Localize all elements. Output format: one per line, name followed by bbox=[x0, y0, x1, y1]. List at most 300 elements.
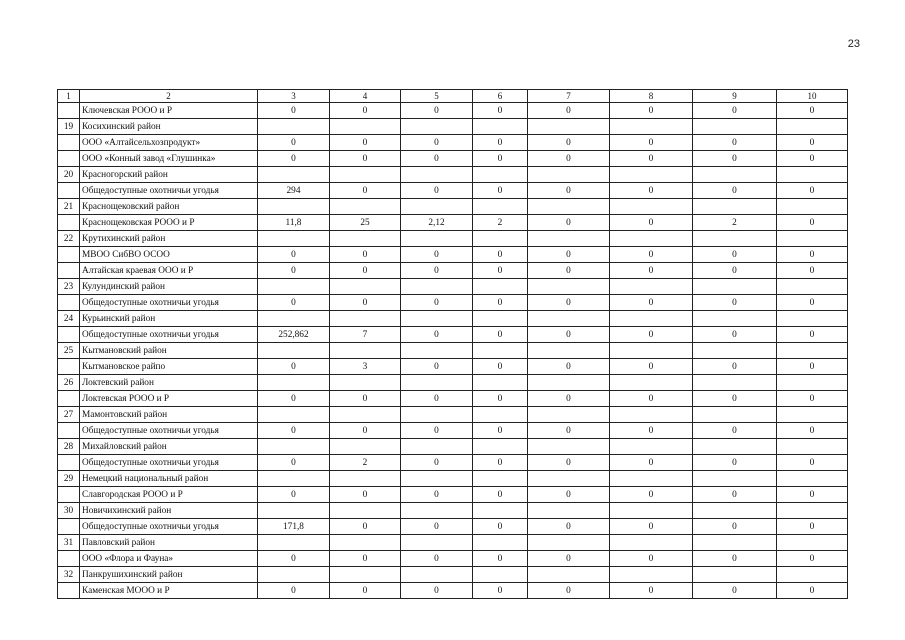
value-cell: 0 bbox=[777, 455, 848, 471]
value-cell: 0 bbox=[473, 135, 528, 151]
empty-cell bbox=[610, 503, 693, 519]
empty-cell bbox=[473, 311, 528, 327]
value-cell: 0 bbox=[528, 487, 610, 503]
empty-cell bbox=[330, 471, 401, 487]
empty-cell bbox=[330, 279, 401, 295]
row-number bbox=[58, 551, 80, 567]
district-row bbox=[58, 503, 848, 519]
value-cell: 0 bbox=[401, 151, 473, 167]
value-cell: 0 bbox=[777, 183, 848, 199]
header-cell: 7 bbox=[528, 90, 610, 103]
row-number bbox=[58, 359, 80, 375]
value-cell: 0 bbox=[258, 359, 330, 375]
district-name: Новичихинский район bbox=[80, 503, 258, 519]
empty-cell bbox=[330, 231, 401, 247]
value-cell: 0 bbox=[610, 135, 693, 151]
header-cell: 5 bbox=[401, 90, 473, 103]
table-row bbox=[58, 215, 848, 231]
row-number bbox=[58, 519, 80, 535]
value-cell: 0 bbox=[528, 359, 610, 375]
empty-cell bbox=[401, 167, 473, 183]
value-cell: 252,862 bbox=[258, 327, 330, 343]
value-cell: 0 bbox=[401, 183, 473, 199]
value-cell: 0 bbox=[401, 391, 473, 407]
empty-cell bbox=[258, 439, 330, 455]
value-cell: 0 bbox=[330, 263, 401, 279]
value-cell: 0 bbox=[528, 583, 610, 599]
row-number bbox=[58, 487, 80, 503]
district-name: Краснощековский район bbox=[80, 199, 258, 215]
value-cell: 0 bbox=[401, 103, 473, 119]
value-cell: 0 bbox=[693, 423, 777, 439]
empty-cell bbox=[693, 167, 777, 183]
value-cell: 0 bbox=[401, 327, 473, 343]
empty-cell bbox=[473, 231, 528, 247]
empty-cell bbox=[610, 167, 693, 183]
empty-cell bbox=[610, 535, 693, 551]
value-cell: 0 bbox=[528, 103, 610, 119]
value-cell: 0 bbox=[330, 151, 401, 167]
row-number bbox=[58, 215, 80, 231]
district-row bbox=[58, 471, 848, 487]
value-cell: 0 bbox=[473, 263, 528, 279]
district-row bbox=[58, 167, 848, 183]
value-cell: 0 bbox=[610, 183, 693, 199]
value-cell: 0 bbox=[528, 151, 610, 167]
page-number: 23 bbox=[847, 38, 860, 50]
empty-cell bbox=[610, 343, 693, 359]
table-row bbox=[58, 519, 848, 535]
value-cell: 0 bbox=[258, 135, 330, 151]
row-number: 25 bbox=[58, 343, 80, 359]
table-row bbox=[58, 327, 848, 343]
empty-cell bbox=[473, 503, 528, 519]
organization-name: Кытмановское райпо bbox=[80, 359, 258, 375]
empty-cell bbox=[693, 119, 777, 135]
value-cell: 0 bbox=[693, 263, 777, 279]
empty-cell bbox=[777, 279, 848, 295]
empty-cell bbox=[473, 343, 528, 359]
value-cell: 0 bbox=[258, 247, 330, 263]
empty-cell bbox=[693, 567, 777, 583]
empty-cell bbox=[401, 199, 473, 215]
district-name: Крутихинский район bbox=[80, 231, 258, 247]
district-name: Немецкий национальный район bbox=[80, 471, 258, 487]
empty-cell bbox=[401, 375, 473, 391]
organization-name: ООО «Алтайсельхозпродукт» bbox=[80, 135, 258, 151]
value-cell: 0 bbox=[401, 551, 473, 567]
empty-cell bbox=[401, 471, 473, 487]
row-number: 20 bbox=[58, 167, 80, 183]
table-row bbox=[58, 455, 848, 471]
value-cell: 0 bbox=[528, 327, 610, 343]
empty-cell bbox=[528, 503, 610, 519]
value-cell: 0 bbox=[401, 455, 473, 471]
empty-cell bbox=[258, 375, 330, 391]
district-row bbox=[58, 279, 848, 295]
district-name: Панкрушихинский район bbox=[80, 567, 258, 583]
empty-cell bbox=[777, 503, 848, 519]
empty-cell bbox=[528, 167, 610, 183]
empty-cell bbox=[473, 279, 528, 295]
table-row bbox=[58, 263, 848, 279]
value-cell: 0 bbox=[258, 551, 330, 567]
value-cell: 0 bbox=[258, 455, 330, 471]
organization-name: Ключевская РООО и Р bbox=[80, 103, 258, 119]
value-cell: 171,8 bbox=[258, 519, 330, 535]
empty-cell bbox=[777, 343, 848, 359]
empty-cell bbox=[473, 471, 528, 487]
value-cell: 0 bbox=[777, 151, 848, 167]
value-cell: 0 bbox=[610, 583, 693, 599]
value-cell: 0 bbox=[777, 359, 848, 375]
value-cell: 0 bbox=[401, 487, 473, 503]
row-number bbox=[58, 391, 80, 407]
organization-name: Общедоступные охотничьи угодья bbox=[80, 423, 258, 439]
empty-cell bbox=[777, 567, 848, 583]
value-cell: 0 bbox=[258, 151, 330, 167]
empty-cell bbox=[528, 535, 610, 551]
value-cell: 0 bbox=[473, 455, 528, 471]
district-name: Красногорский район bbox=[80, 167, 258, 183]
row-number bbox=[58, 583, 80, 599]
value-cell: 0 bbox=[330, 247, 401, 263]
district-row bbox=[58, 119, 848, 135]
empty-cell bbox=[610, 407, 693, 423]
district-row bbox=[58, 199, 848, 215]
empty-cell bbox=[528, 567, 610, 583]
value-cell: 0 bbox=[528, 423, 610, 439]
value-cell: 0 bbox=[401, 423, 473, 439]
table-row bbox=[58, 295, 848, 311]
empty-cell bbox=[528, 439, 610, 455]
row-number bbox=[58, 327, 80, 343]
empty-cell bbox=[473, 167, 528, 183]
value-cell: 0 bbox=[777, 487, 848, 503]
empty-cell bbox=[330, 343, 401, 359]
empty-cell bbox=[777, 199, 848, 215]
table-body bbox=[58, 90, 848, 599]
value-cell: 0 bbox=[693, 551, 777, 567]
value-cell: 0 bbox=[258, 103, 330, 119]
value-cell: 0 bbox=[401, 247, 473, 263]
organization-name: Алтайская краевая ООО и Р bbox=[80, 263, 258, 279]
value-cell: 0 bbox=[401, 135, 473, 151]
row-number bbox=[58, 135, 80, 151]
value-cell: 0 bbox=[610, 103, 693, 119]
value-cell: 0 bbox=[258, 295, 330, 311]
empty-cell bbox=[330, 375, 401, 391]
value-cell: 0 bbox=[610, 247, 693, 263]
empty-cell bbox=[777, 167, 848, 183]
empty-cell bbox=[777, 535, 848, 551]
district-row bbox=[58, 535, 848, 551]
empty-cell bbox=[693, 535, 777, 551]
organization-name: Общедоступные охотничьи угодья bbox=[80, 295, 258, 311]
row-number bbox=[58, 455, 80, 471]
empty-cell bbox=[610, 375, 693, 391]
empty-cell bbox=[777, 119, 848, 135]
value-cell: 0 bbox=[777, 423, 848, 439]
value-cell: 11,8 bbox=[258, 215, 330, 231]
value-cell: 0 bbox=[330, 551, 401, 567]
value-cell: 0 bbox=[693, 327, 777, 343]
district-name: Михайловский район bbox=[80, 439, 258, 455]
value-cell: 0 bbox=[330, 103, 401, 119]
value-cell: 0 bbox=[528, 519, 610, 535]
value-cell: 2 bbox=[330, 455, 401, 471]
row-number: 28 bbox=[58, 439, 80, 455]
value-cell: 7 bbox=[330, 327, 401, 343]
empty-cell bbox=[528, 471, 610, 487]
district-row bbox=[58, 231, 848, 247]
value-cell: 0 bbox=[693, 487, 777, 503]
value-cell: 2 bbox=[693, 215, 777, 231]
district-name: Косихинский район bbox=[80, 119, 258, 135]
value-cell: 0 bbox=[473, 247, 528, 263]
value-cell: 0 bbox=[610, 215, 693, 231]
header-cell: 1 bbox=[58, 90, 80, 103]
value-cell: 0 bbox=[258, 583, 330, 599]
value-cell: 0 bbox=[401, 295, 473, 311]
header-cell: 3 bbox=[258, 90, 330, 103]
row-number: 21 bbox=[58, 199, 80, 215]
district-name: Мамонтовский район bbox=[80, 407, 258, 423]
empty-cell bbox=[693, 471, 777, 487]
table-row bbox=[58, 583, 848, 599]
empty-cell bbox=[401, 311, 473, 327]
empty-cell bbox=[777, 311, 848, 327]
empty-cell bbox=[473, 407, 528, 423]
value-cell: 0 bbox=[777, 391, 848, 407]
value-cell: 0 bbox=[610, 551, 693, 567]
row-number bbox=[58, 295, 80, 311]
organization-name: ООО «Конный завод «Глушинка» bbox=[80, 151, 258, 167]
value-cell: 0 bbox=[528, 263, 610, 279]
organization-name: Краснощековская РООО и Р bbox=[80, 215, 258, 231]
value-cell: 0 bbox=[610, 295, 693, 311]
row-number: 29 bbox=[58, 471, 80, 487]
value-cell: 0 bbox=[330, 391, 401, 407]
value-cell: 0 bbox=[330, 295, 401, 311]
value-cell: 0 bbox=[610, 519, 693, 535]
value-cell: 0 bbox=[401, 359, 473, 375]
district-name: Кулундинский район bbox=[80, 279, 258, 295]
empty-cell bbox=[693, 439, 777, 455]
empty-cell bbox=[258, 567, 330, 583]
value-cell: 0 bbox=[693, 135, 777, 151]
value-cell: 0 bbox=[330, 183, 401, 199]
row-number bbox=[58, 183, 80, 199]
value-cell: 0 bbox=[401, 583, 473, 599]
empty-cell bbox=[777, 231, 848, 247]
empty-cell bbox=[401, 535, 473, 551]
empty-cell bbox=[330, 119, 401, 135]
empty-cell bbox=[258, 167, 330, 183]
value-cell: 0 bbox=[777, 247, 848, 263]
header-cell: 6 bbox=[473, 90, 528, 103]
value-cell: 0 bbox=[693, 519, 777, 535]
value-cell: 0 bbox=[777, 551, 848, 567]
value-cell: 3 bbox=[330, 359, 401, 375]
organization-name: Общедоступные охотничьи угодья bbox=[80, 519, 258, 535]
value-cell: 0 bbox=[473, 327, 528, 343]
value-cell: 2 bbox=[473, 215, 528, 231]
value-cell: 0 bbox=[473, 103, 528, 119]
organization-name: Общедоступные охотничьи угодья bbox=[80, 327, 258, 343]
table-row bbox=[58, 423, 848, 439]
empty-cell bbox=[258, 119, 330, 135]
organization-name: Локтевская РООО и Р bbox=[80, 391, 258, 407]
table-row bbox=[58, 487, 848, 503]
value-cell: 0 bbox=[473, 183, 528, 199]
empty-cell bbox=[610, 199, 693, 215]
value-cell: 0 bbox=[473, 487, 528, 503]
value-cell: 25 bbox=[330, 215, 401, 231]
header-cell: 9 bbox=[693, 90, 777, 103]
value-cell: 0 bbox=[777, 103, 848, 119]
empty-cell bbox=[528, 199, 610, 215]
empty-cell bbox=[528, 375, 610, 391]
empty-cell bbox=[258, 471, 330, 487]
empty-cell bbox=[330, 503, 401, 519]
empty-cell bbox=[401, 407, 473, 423]
value-cell: 0 bbox=[528, 135, 610, 151]
value-cell: 0 bbox=[330, 423, 401, 439]
district-name: Кытмановский район bbox=[80, 343, 258, 359]
empty-cell bbox=[401, 279, 473, 295]
row-number: 26 bbox=[58, 375, 80, 391]
district-row bbox=[58, 343, 848, 359]
row-number bbox=[58, 423, 80, 439]
row-number: 19 bbox=[58, 119, 80, 135]
empty-cell bbox=[401, 567, 473, 583]
empty-cell bbox=[473, 567, 528, 583]
value-cell: 0 bbox=[777, 583, 848, 599]
empty-cell bbox=[610, 119, 693, 135]
empty-cell bbox=[258, 535, 330, 551]
empty-cell bbox=[610, 231, 693, 247]
empty-cell bbox=[258, 503, 330, 519]
empty-cell bbox=[693, 407, 777, 423]
empty-cell bbox=[777, 407, 848, 423]
value-cell: 0 bbox=[473, 295, 528, 311]
table-row bbox=[58, 359, 848, 375]
empty-cell bbox=[473, 375, 528, 391]
district-row bbox=[58, 439, 848, 455]
value-cell: 0 bbox=[693, 183, 777, 199]
value-cell: 0 bbox=[693, 583, 777, 599]
table-row bbox=[58, 151, 848, 167]
empty-cell bbox=[401, 119, 473, 135]
empty-cell bbox=[330, 167, 401, 183]
empty-cell bbox=[777, 471, 848, 487]
empty-cell bbox=[258, 279, 330, 295]
organization-name: Каменская МООО и Р bbox=[80, 583, 258, 599]
empty-cell bbox=[330, 311, 401, 327]
row-number bbox=[58, 151, 80, 167]
value-cell: 0 bbox=[693, 151, 777, 167]
value-cell: 0 bbox=[330, 487, 401, 503]
value-cell: 0 bbox=[473, 151, 528, 167]
empty-cell bbox=[693, 503, 777, 519]
value-cell: 0 bbox=[473, 583, 528, 599]
row-number: 23 bbox=[58, 279, 80, 295]
empty-cell bbox=[693, 199, 777, 215]
empty-cell bbox=[693, 375, 777, 391]
district-name: Локтевский район bbox=[80, 375, 258, 391]
empty-cell bbox=[258, 199, 330, 215]
header-cell: 8 bbox=[610, 90, 693, 103]
value-cell: 0 bbox=[330, 135, 401, 151]
row-number bbox=[58, 263, 80, 279]
table-row bbox=[58, 103, 848, 119]
value-cell: 0 bbox=[777, 519, 848, 535]
row-number: 30 bbox=[58, 503, 80, 519]
empty-cell bbox=[401, 231, 473, 247]
organization-name: МВОО СибВО ОСОО bbox=[80, 247, 258, 263]
empty-cell bbox=[777, 375, 848, 391]
empty-cell bbox=[258, 343, 330, 359]
value-cell: 0 bbox=[401, 263, 473, 279]
empty-cell bbox=[528, 343, 610, 359]
empty-cell bbox=[610, 311, 693, 327]
value-cell: 0 bbox=[258, 487, 330, 503]
empty-cell bbox=[610, 279, 693, 295]
row-number: 27 bbox=[58, 407, 80, 423]
empty-cell bbox=[401, 343, 473, 359]
value-cell: 0 bbox=[330, 583, 401, 599]
empty-cell bbox=[401, 439, 473, 455]
empty-cell bbox=[401, 503, 473, 519]
row-number: 24 bbox=[58, 311, 80, 327]
value-cell: 0 bbox=[528, 215, 610, 231]
value-cell: 0 bbox=[610, 263, 693, 279]
empty-cell bbox=[258, 311, 330, 327]
value-cell: 0 bbox=[777, 215, 848, 231]
row-number: 31 bbox=[58, 535, 80, 551]
empty-cell bbox=[693, 279, 777, 295]
value-cell: 2,12 bbox=[401, 215, 473, 231]
empty-cell bbox=[528, 279, 610, 295]
empty-cell bbox=[258, 231, 330, 247]
organization-name: Общедоступные охотничьи угодья bbox=[80, 183, 258, 199]
value-cell: 0 bbox=[693, 295, 777, 311]
district-row bbox=[58, 407, 848, 423]
value-cell: 0 bbox=[777, 327, 848, 343]
empty-cell bbox=[473, 199, 528, 215]
empty-cell bbox=[330, 199, 401, 215]
organization-name: ООО «Флора и Фауна» bbox=[80, 551, 258, 567]
empty-cell bbox=[693, 343, 777, 359]
value-cell: 0 bbox=[693, 391, 777, 407]
hunting-data-table bbox=[57, 89, 848, 599]
table-row bbox=[58, 247, 848, 263]
value-cell: 0 bbox=[473, 423, 528, 439]
value-cell: 0 bbox=[473, 359, 528, 375]
empty-cell bbox=[330, 535, 401, 551]
empty-cell bbox=[330, 567, 401, 583]
empty-cell bbox=[473, 535, 528, 551]
empty-cell bbox=[528, 407, 610, 423]
value-cell: 0 bbox=[610, 151, 693, 167]
empty-cell bbox=[777, 439, 848, 455]
table-row bbox=[58, 551, 848, 567]
empty-cell bbox=[528, 311, 610, 327]
value-cell: 0 bbox=[473, 391, 528, 407]
empty-cell bbox=[693, 231, 777, 247]
organization-name: Общедоступные охотничьи угодья bbox=[80, 455, 258, 471]
